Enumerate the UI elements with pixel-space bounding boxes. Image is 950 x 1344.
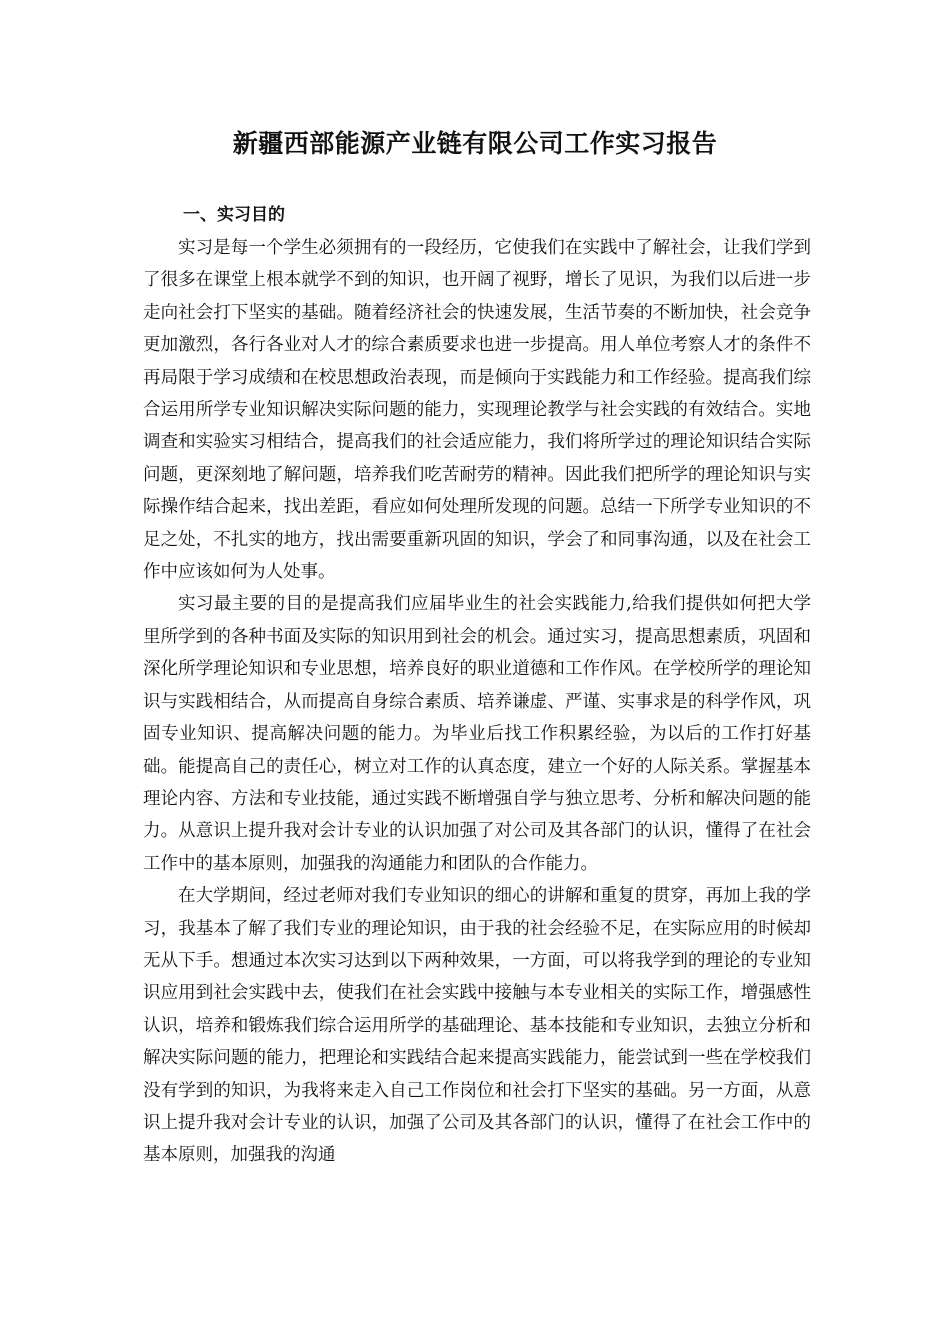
paragraph-2: 实习最主要的目的是提高我们应届毕业生的社会实践能力,给我们提供如何把大学里所学到的各种书面及实际的知识用到社会的机会。通过实习，提高思想素质，巩固和深化所学理论知识和专业思想，培养良好的职业道德和工作作风。在学校所学的理论知识与实践相结合，从而提高自身综合素质、培养谦虚、严谨、实事求是的科学作风，巩固专业知识、提高解决问题的能力。为毕业后找工作积累经验，为以后的工作打好基础。能提高自己的责任心，树立对工作的认真态度，建立一个好的人际关系。掌握基本理论内容、方法和专业技能，通过实践不断增强自学与独立思考、分析和解决问题的能力。从意识上提升我对会计专业的认识加强了对公司及其各部门的认识，懂得了在社会工作中的基本原则，加强我的沟通能力和团队的合作能力。 <box>143 594 811 874</box>
section-heading: 一、实习目的 <box>183 205 285 225</box>
document-title: 新疆西部能源产业链有限公司工作实习报告 <box>232 129 718 158</box>
paragraph-3: 在大学期间，经过老师对我们专业知识的细心的讲解和重复的贯穿，再加上我的学习，我基本了解了我们专业的理论知识，由于我的社会经验不足，在实际应用的时候却无从下手。想通过本次实习达到以下两种效果，一方面，可以将我学到的理论的专业知识应用到社会实践中去，使我们在社会实践中接触与本专业相关的实际工作，增强感性认识，培养和锻炼我们综合运用所学的基础理论、基本技能和专业知识，去独立分析和解决实际问题的能力，把理论和实践结合起来提高实践能力，能尝试到一些在学校我们没有学到的知识，为我将来走入自己工作岗位和社会打下坚实的基础。另一方面，从意识上提升我对会计专业的认识，加强了公司及其各部门的认识，懂得了在社会工作中的基本原则，加强我的沟通 <box>143 886 811 1166</box>
paragraph-1: 实习是每一个学生必须拥有的一段经历，它使我们在实践中了解社会，让我们学到了很多在课堂上根本就学不到的知识，也开阔了视野，增长了见识，为我们以后进一步走向社会打下坚实的基础。随着经济社会的快速发展，生活节奏的不断加快，社会竞争更加激烈，各行各业对人才的综合素质要求也进一步提高。用人单位考察人才的条件不再局限于学习成绩和在校思想政治表现，而是倾向于实践能力和工作经验。提高我们综合运用所学专业知识解决实际问题的能力，实现理论教学与社会实践的有效结合。实地调查和实验实习相结合，提高我们的社会适应能力，我们将所学过的理论知识结合实际问题，更深刻地了解问题，培养我们吃苦耐劳的精神。因此我们把所学的理论知识与实际操作结合起来，找出差距，看应如何处理所发现的问题。总结一下所学专业知识的不足之处，不扎实的地方，找出需要重新巩固的知识，学会了和同事沟通，以及在社会工作中应该如何为人处事。 <box>143 238 811 583</box>
document-body <box>143 199 811 1172</box>
